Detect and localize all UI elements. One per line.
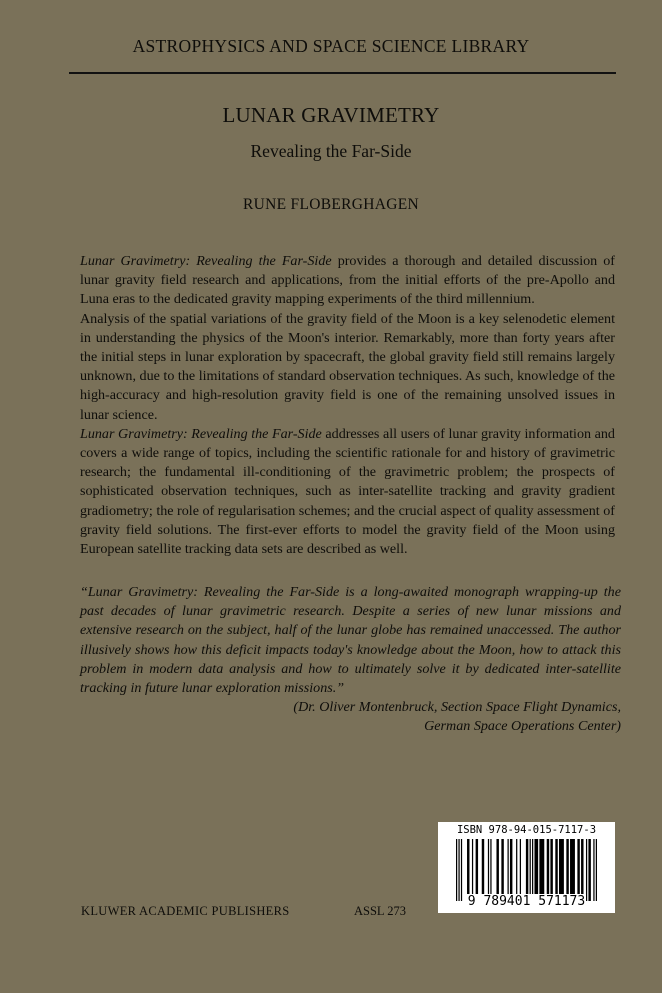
barcode-bar (488, 839, 489, 901)
barcode-bar (532, 839, 533, 901)
barcode-bar (520, 839, 521, 901)
paragraph-1-book-title: Lunar Gravimetry: Revealing the Far-Side (80, 253, 332, 269)
paragraph-3-book-title: Lunar Gravimetry: Revealing the Far-Side (80, 425, 322, 442)
barcode-bar (476, 839, 478, 901)
barcode-bar (461, 839, 462, 901)
barcode-bar (555, 839, 557, 901)
header-rule (69, 72, 616, 74)
isbn-label: ISBN 978-94-015-7117-3 (456, 824, 597, 836)
description (80, 252, 615, 559)
barcode-bar (516, 839, 517, 901)
barcode-bar (501, 839, 503, 901)
quote-attribution-line-1: (Dr. Oliver Montenbruck, Section Space Flight Dynamics, (293, 699, 621, 716)
publisher-name: KLUWER ACADEMIC PUBLISHERS (81, 904, 290, 918)
barcode-bar (588, 839, 590, 901)
barcode-bar (570, 839, 575, 901)
barcode-bar (508, 839, 509, 901)
barcode-bar (458, 839, 459, 901)
barcode-bars (456, 839, 597, 901)
barcode-bar (596, 839, 597, 901)
barcode-bar (490, 839, 491, 901)
description-paragraph-2: Analysis of the spatial variations of the gravity field of the Moon is a key selenodetic element in understanding the physics of the Moon's interior. Remarkably, more than forty years after the initial steps in lunar exploration by spacecraft, the global gravity field still remains largely unknown, due to the limitations of standard observation techniques. As such, knowledge of the high-accuracy and high-resolution gravity field is one of the remaining unsolved issues in lunar science. (80, 310, 615, 423)
barcode-bar (526, 839, 528, 901)
barcode-bar (534, 839, 538, 901)
description-paragraph-3 (80, 425, 615, 559)
description-paragraph-1 (80, 252, 615, 310)
barcode-bar (586, 839, 587, 901)
barcode-bar (547, 839, 549, 901)
barcode-bar (496, 839, 498, 901)
isbn-barcode (438, 822, 615, 913)
quote-attribution-line-2: German Space Operations Center) (424, 718, 621, 735)
barcode-bar (577, 839, 579, 901)
review-quote (80, 583, 621, 737)
barcode-bar (472, 839, 473, 901)
paragraph-1-text: provides a thorough and detailed discussion of lunar gravity field research and applications, from the initial efforts of the pre-Apollo and Luna eras to the dedicated gravity mapping experiments of the third millennium. (80, 253, 615, 308)
barcode-bar (559, 839, 564, 901)
barcode-bar (539, 839, 544, 901)
barcode-bar (530, 839, 531, 901)
barcode-bar (510, 839, 512, 901)
barcode-bar (467, 839, 469, 901)
barcode-bar (456, 839, 457, 901)
book-title: LUNAR GRAVIMETRY (222, 103, 440, 127)
barcode-bar (593, 839, 594, 901)
author-name: RUNE FLOBERGHAGEN (242, 196, 420, 213)
barcode-digits: 9 789401 571173 (467, 894, 586, 909)
paragraph-3-text: addresses all users of lunar gravity information and covers a wide range of topics, including the scientific rationale for and history of gravimetric research; the fundamental ill-conditioning of the gravimetric problem; the prospects of sophisticated observation techniques, such as inter-satellite tracking and gravity gradient gradiometry; the role of regularisation schemes; and the crucial aspect of quality assessment of gravity field solutions. The first-ever efforts to model the gravity field of the Moon using European satellite tracking data sets are described as well. (80, 425, 615, 558)
series-name: ASTROPHYSICS AND SPACE SCIENCE LIBRARY (132, 36, 530, 56)
series-number: ASSL 273 (354, 904, 406, 918)
barcode-digits-row (438, 894, 615, 909)
barcode-bar (566, 839, 568, 901)
barcode-bar (482, 839, 484, 901)
barcode-bar (550, 839, 552, 901)
barcode-bar (581, 839, 583, 901)
quote-text: “Lunar Gravimetry: Revealing the Far-Side is a long-awaited monograph wrapping-up the past decades of lunar gravimetric research. Despite a series of new lunar missions and extensive research on the subject, half of the lunar globe has remained unaccessed. The author illusively shows how this deficit impacts today's knowledge about the Moon, how to attack this problem in modern data analysis and how to ultimately solve it by dedicated inter-satellite tracking in future lunar exploration missions.” (80, 584, 621, 697)
book-subtitle: Revealing the Far-Side (250, 141, 412, 161)
